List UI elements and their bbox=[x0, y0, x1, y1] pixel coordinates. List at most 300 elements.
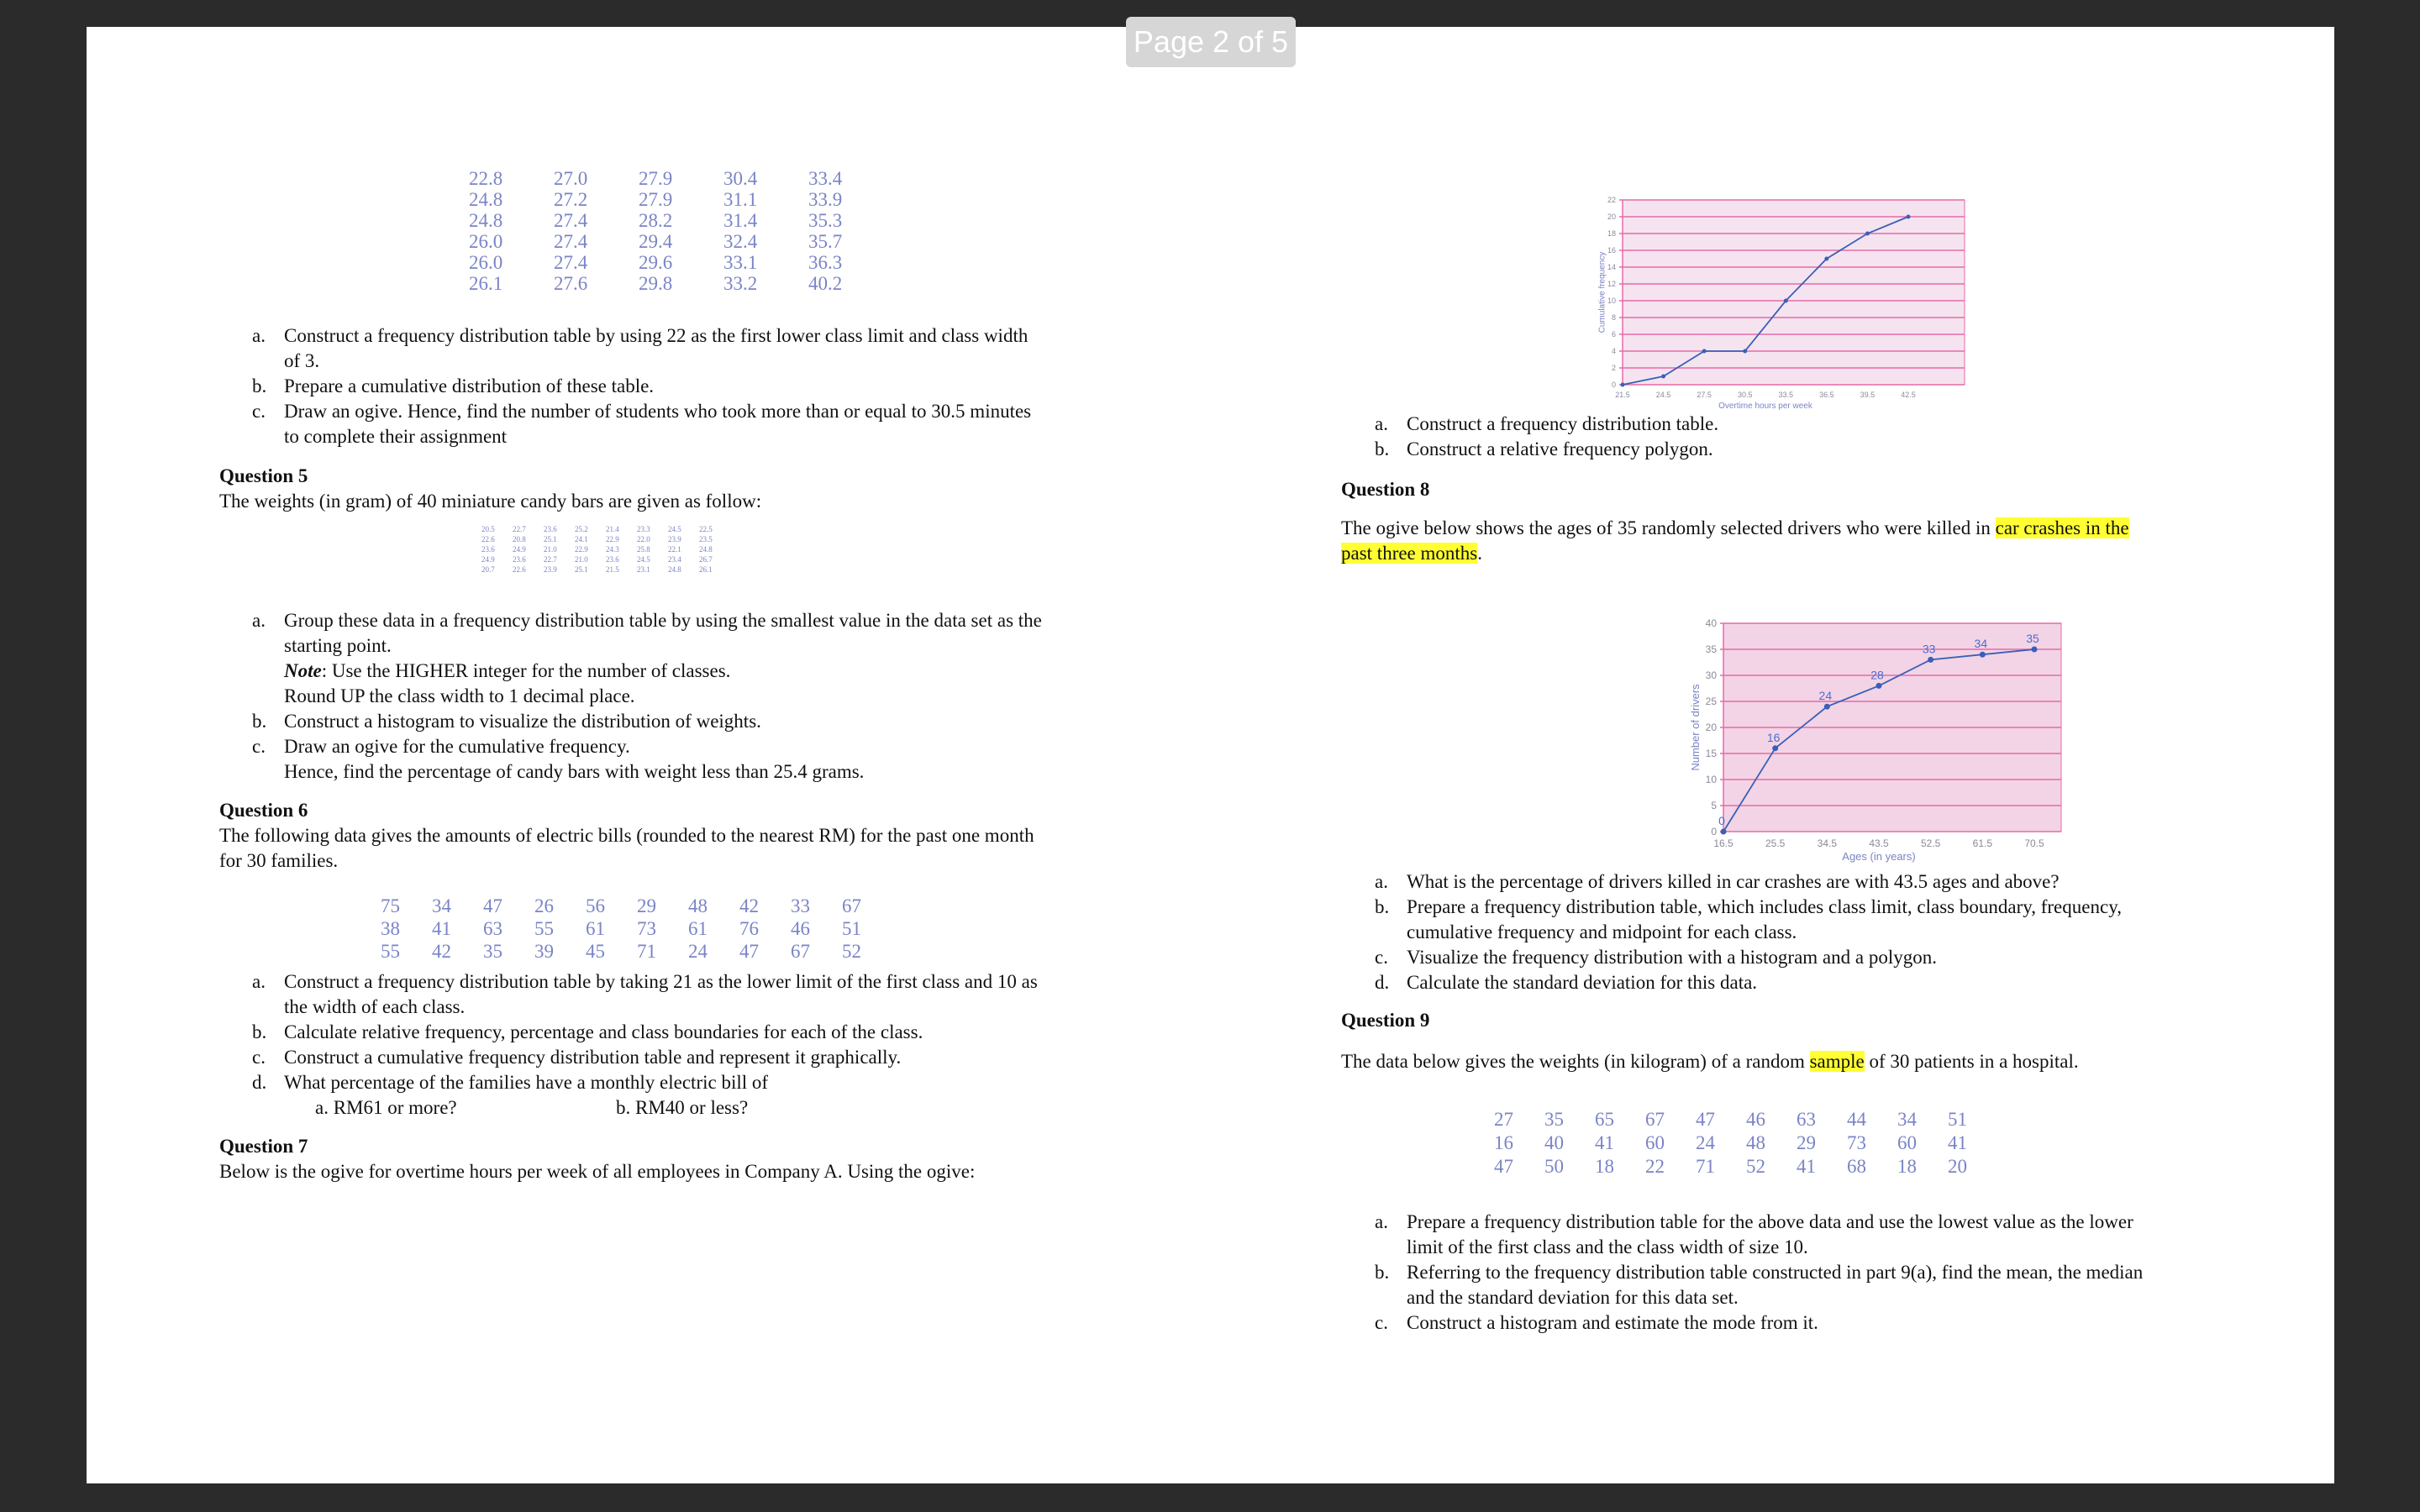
table-cell: 55 bbox=[381, 941, 400, 962]
table-cell: 23.5 bbox=[699, 535, 713, 543]
table-cell: 33.2 bbox=[723, 273, 758, 294]
table-cell: 18 bbox=[1595, 1156, 1614, 1177]
q5-intro: The weights (in gram) of 40 miniature candy bars are given as follow: bbox=[219, 491, 762, 512]
q5-task-list bbox=[252, 608, 1176, 785]
table-cell: 27.4 bbox=[554, 210, 588, 231]
table-cell: 24.8 bbox=[668, 565, 681, 574]
list-item-label: b. bbox=[252, 1021, 267, 1042]
q9-data-table bbox=[1494, 1108, 1998, 1179]
data-point bbox=[1721, 829, 1727, 835]
table-cell: 55 bbox=[534, 918, 554, 939]
table-cell: 27.9 bbox=[639, 189, 673, 210]
table-cell: 25.8 bbox=[637, 545, 650, 554]
table-cell: 26.1 bbox=[469, 273, 503, 294]
table-cell: 21.5 bbox=[606, 565, 619, 574]
table-cell: 22.8 bbox=[469, 168, 503, 189]
table-cell: 32.4 bbox=[723, 231, 758, 252]
table-row bbox=[381, 895, 893, 917]
table-cell: 30.4 bbox=[723, 168, 758, 189]
data-point bbox=[1980, 652, 1986, 658]
table-cell: 22.6 bbox=[481, 535, 495, 543]
list-item-label: c. bbox=[252, 1047, 266, 1068]
table-cell: 22.0 bbox=[637, 535, 650, 543]
table-cell: 29.4 bbox=[639, 231, 673, 252]
y-tick-label: 25 bbox=[1705, 696, 1717, 708]
list-item-text: Construct a relative frequency polygon. bbox=[1407, 438, 1713, 459]
table-row bbox=[469, 189, 893, 210]
list-item-label: d. bbox=[252, 1072, 267, 1093]
x-tick-label: 33.5 bbox=[1778, 391, 1794, 399]
x-tick-label: 70.5 bbox=[2024, 837, 2044, 849]
table-cell: 61 bbox=[688, 918, 708, 939]
list-item-label: a. bbox=[1375, 1211, 1388, 1232]
table-row bbox=[469, 168, 893, 189]
q6-data-table bbox=[381, 895, 893, 963]
table-cell: 24.8 bbox=[469, 189, 503, 210]
y-tick-label: 8 bbox=[1611, 313, 1616, 323]
table-cell: 71 bbox=[1696, 1156, 1715, 1177]
y-tick-label: 35 bbox=[1705, 643, 1717, 656]
table-cell: 38 bbox=[381, 918, 400, 939]
table-cell: 63 bbox=[1797, 1109, 1816, 1130]
table-cell: 35.7 bbox=[808, 231, 843, 252]
list-item-text: What is the percentage of drivers killed in car crashes are with 43.5 ages and above? bbox=[1407, 871, 2060, 892]
note-label: Note bbox=[284, 660, 322, 681]
data-point bbox=[1661, 375, 1665, 379]
q6-task-list bbox=[252, 969, 1176, 1095]
list-item bbox=[252, 399, 1168, 449]
table-cell: 22 bbox=[1645, 1156, 1665, 1177]
y-tick-label: 4 bbox=[1611, 347, 1616, 356]
y-tick-label: 22 bbox=[1607, 196, 1616, 205]
list-item-label: a. bbox=[1375, 871, 1388, 892]
table-cell: 31.4 bbox=[723, 210, 758, 231]
q9-intro-end: of 30 patients in a hospital. bbox=[1864, 1051, 2079, 1072]
table-cell: 23.4 bbox=[668, 555, 681, 564]
table-cell: 24.5 bbox=[637, 555, 650, 564]
data-point bbox=[1907, 215, 1911, 219]
table-cell: 21.0 bbox=[544, 545, 557, 554]
table-cell: 47 bbox=[739, 941, 759, 962]
table-cell: 27.4 bbox=[554, 252, 588, 273]
table-cell: 21.0 bbox=[575, 555, 588, 564]
y-tick-label: 40 bbox=[1705, 617, 1717, 630]
table-cell: 71 bbox=[637, 941, 656, 962]
x-tick-label: 61.5 bbox=[1972, 837, 1993, 849]
x-tick-label: 16.5 bbox=[1713, 837, 1733, 849]
list-item bbox=[252, 1045, 1176, 1070]
q9-intro bbox=[1341, 1049, 2079, 1074]
table-cell: 50 bbox=[1544, 1156, 1564, 1177]
table-cell: 29.6 bbox=[639, 252, 673, 273]
data-label: 0 bbox=[1718, 814, 1725, 827]
y-tick-label: 30 bbox=[1705, 669, 1717, 682]
table-cell: 40 bbox=[1544, 1132, 1564, 1153]
table-cell: 48 bbox=[688, 895, 708, 916]
table-cell: 48 bbox=[1746, 1132, 1765, 1153]
table-row bbox=[481, 524, 730, 534]
table-cell: 46 bbox=[791, 918, 810, 939]
table-cell: 36.3 bbox=[808, 252, 843, 273]
list-item bbox=[252, 969, 1176, 1020]
table-cell: 27.2 bbox=[554, 189, 588, 210]
table-row bbox=[381, 940, 893, 963]
table-cell: 22.5 bbox=[699, 525, 713, 533]
x-tick-label: 25.5 bbox=[1765, 837, 1786, 849]
table-cell: 33.4 bbox=[808, 168, 843, 189]
y-tick-label: 10 bbox=[1607, 297, 1616, 306]
table-row bbox=[481, 554, 730, 564]
table-cell: 33.1 bbox=[723, 252, 758, 273]
list-item-text: Construct a histogram to visualize the distribution of weights. bbox=[284, 711, 761, 732]
data-label: 16 bbox=[1766, 730, 1781, 744]
data-label: 34 bbox=[1974, 637, 1988, 651]
table-cell: 24.1 bbox=[575, 535, 588, 543]
table-cell: 34 bbox=[432, 895, 451, 916]
table-cell: 23.6 bbox=[513, 555, 526, 564]
note-line bbox=[284, 659, 1176, 684]
list-item-label: a. bbox=[252, 610, 266, 631]
table-cell: 24.3 bbox=[606, 545, 619, 554]
table-cell: 22.6 bbox=[513, 565, 526, 574]
data-point bbox=[1621, 383, 1625, 387]
table-cell: 75 bbox=[381, 895, 400, 916]
table-row bbox=[481, 544, 730, 554]
q6-sub-a: a. RM61 or more? bbox=[315, 1097, 457, 1118]
table-cell: 24.9 bbox=[481, 555, 495, 564]
list-item bbox=[1375, 945, 2299, 970]
table-cell: 52 bbox=[1746, 1156, 1765, 1177]
list-item bbox=[252, 1070, 1176, 1095]
q6-sub-b: b. RM40 or less? bbox=[616, 1097, 749, 1118]
page-indicator: Page 2 of 5 bbox=[1126, 17, 1296, 67]
table-cell: 41 bbox=[1797, 1156, 1816, 1177]
table-cell: 16 bbox=[1494, 1132, 1513, 1153]
q8-intro-text: The ogive below shows the ages of 35 randomly selected drivers who were killed in bbox=[1341, 517, 1996, 538]
x-tick-label: 24.5 bbox=[1655, 391, 1671, 399]
table-row bbox=[469, 231, 893, 252]
data-point bbox=[1824, 704, 1830, 710]
y-tick-label: 2 bbox=[1611, 364, 1616, 373]
table-cell: 35 bbox=[483, 941, 502, 962]
table-cell: 34 bbox=[1897, 1109, 1917, 1130]
list-item-label: b. bbox=[252, 711, 267, 732]
y-tick-label: 0 bbox=[1711, 826, 1717, 838]
table-cell: 25.2 bbox=[575, 525, 588, 533]
q4-task-list bbox=[252, 323, 1168, 449]
table-cell: 22.1 bbox=[668, 545, 681, 554]
list-item bbox=[1375, 1310, 2299, 1336]
table-cell: 47 bbox=[483, 895, 502, 916]
table-cell: 20 bbox=[1948, 1156, 1967, 1177]
driver-ages-ogive-chart bbox=[1549, 588, 2086, 874]
list-item-label: a. bbox=[252, 325, 266, 346]
list-item bbox=[252, 1020, 1176, 1045]
list-item-label: b. bbox=[252, 375, 267, 396]
y-tick-label: 18 bbox=[1607, 229, 1616, 239]
y-tick-label: 10 bbox=[1705, 774, 1717, 786]
data-label: 24 bbox=[1818, 689, 1833, 703]
y-tick-label: 16 bbox=[1607, 246, 1616, 255]
list-item-label: b. bbox=[1375, 896, 1390, 917]
table-cell: 24 bbox=[688, 941, 708, 962]
document-page bbox=[87, 27, 2334, 1483]
x-tick-label: 42.5 bbox=[1901, 391, 1916, 399]
data-point bbox=[1928, 657, 1933, 663]
table-row bbox=[469, 273, 893, 294]
y-tick-label: 6 bbox=[1611, 330, 1616, 339]
table-cell: 22.7 bbox=[544, 555, 557, 564]
list-item-label: a. bbox=[1375, 413, 1388, 434]
q9-highlight: sample bbox=[1809, 1051, 1865, 1072]
list-item-text: Draw an ogive. Hence, find the number of students who took more than or equal to 30.5 minutes to complete their assignment bbox=[284, 401, 1032, 447]
table-cell: 51 bbox=[1948, 1109, 1967, 1130]
list-item-label: a. bbox=[252, 971, 266, 992]
table-row bbox=[469, 252, 893, 273]
table-cell: 47 bbox=[1696, 1109, 1715, 1130]
list-item-text: Referring to the frequency distribution table constructed in part 9(a), find the mean, the median and the standard deviation for this data set. bbox=[1407, 1262, 2144, 1308]
table-cell: 22.7 bbox=[513, 525, 526, 533]
table-cell: 23.6 bbox=[481, 545, 495, 554]
x-tick-label: 34.5 bbox=[1817, 837, 1838, 849]
q6-title: Question 6 bbox=[219, 800, 308, 821]
table-cell: 63 bbox=[483, 918, 502, 939]
table-cell: 46 bbox=[1746, 1109, 1765, 1130]
x-tick-label: 27.5 bbox=[1697, 391, 1712, 399]
table-cell: 27.4 bbox=[554, 231, 588, 252]
q8-highlight-1: car crashes in the bbox=[1995, 517, 2129, 538]
x-tick-label: 39.5 bbox=[1860, 391, 1876, 399]
table-row bbox=[381, 917, 893, 940]
table-cell: 73 bbox=[637, 918, 656, 939]
x-tick-label: 30.5 bbox=[1737, 391, 1753, 399]
table-cell: 42 bbox=[432, 941, 451, 962]
list-item-text: Construct a frequency distribution table by taking 21 as the lower limit of the first class and 10 as the width of each class. bbox=[284, 971, 1038, 1017]
table-cell: 31.1 bbox=[723, 189, 758, 210]
table-cell: 67 bbox=[1645, 1109, 1665, 1130]
list-item-text: Construct a cumulative frequency distribution table and represent it graphically. bbox=[284, 1047, 902, 1068]
list-item-text: Construct a frequency distribution table. bbox=[1407, 413, 1719, 434]
q4-data-table bbox=[469, 168, 893, 294]
table-row bbox=[481, 564, 730, 575]
table-row bbox=[469, 210, 893, 231]
q8-intro bbox=[1341, 516, 2257, 566]
list-item bbox=[1375, 869, 2299, 895]
table-cell: 24 bbox=[1696, 1132, 1715, 1153]
table-cell: 35.3 bbox=[808, 210, 843, 231]
list-item-text: Group these data in a frequency distribution table by using the smallest value in the data set as the starting point. bbox=[284, 610, 1042, 656]
q6-intro: The following data gives the amounts of electric bills (rounded to the nearest RM) for the past one month for 30 families. bbox=[219, 825, 1034, 871]
table-cell: 25.1 bbox=[575, 565, 588, 574]
q7-title: Question 7 bbox=[219, 1136, 308, 1157]
table-cell: 41 bbox=[1948, 1132, 1967, 1153]
y-tick-label: 15 bbox=[1705, 748, 1717, 760]
y-tick-label: 5 bbox=[1711, 800, 1717, 812]
data-point bbox=[1865, 232, 1870, 236]
list-item-text: Visualize the frequency distribution with a histogram and a polygon. bbox=[1407, 947, 1937, 968]
table-cell: 23.6 bbox=[544, 525, 557, 533]
data-point bbox=[1824, 257, 1828, 261]
list-item-label: c. bbox=[1375, 947, 1388, 968]
data-point bbox=[1743, 349, 1747, 354]
q8-highlight-2: past three months bbox=[1341, 543, 1478, 564]
table-cell: 39 bbox=[534, 941, 554, 962]
list-item-label: d. bbox=[1375, 972, 1390, 993]
q9-title: Question 9 bbox=[1341, 1010, 1430, 1031]
table-cell: 23.3 bbox=[637, 525, 650, 533]
q9-task-list bbox=[1375, 1210, 2299, 1336]
list-item-text: What percentage of the families have a monthly electric bill of bbox=[284, 1072, 769, 1093]
table-cell: 20.8 bbox=[513, 535, 526, 543]
table-cell: 51 bbox=[842, 918, 861, 939]
table-cell: 60 bbox=[1645, 1132, 1665, 1153]
table-cell: 24.9 bbox=[513, 545, 526, 554]
table-row bbox=[481, 534, 730, 544]
table-cell: 41 bbox=[1595, 1132, 1614, 1153]
x-axis-label: Overtime hours per week bbox=[1718, 402, 1812, 411]
list-item bbox=[1375, 895, 2299, 945]
table-cell: 26.0 bbox=[469, 252, 503, 273]
list-item bbox=[252, 374, 1168, 399]
table-cell: 35 bbox=[1544, 1109, 1564, 1130]
table-cell: 20.7 bbox=[481, 565, 495, 574]
x-tick-label: 36.5 bbox=[1819, 391, 1834, 399]
list-item-text: Calculate the standard deviation for this data. bbox=[1407, 972, 1758, 993]
table-cell: 44 bbox=[1847, 1109, 1866, 1130]
table-cell: 33 bbox=[791, 895, 810, 916]
table-row bbox=[1494, 1131, 1998, 1155]
table-cell: 24.8 bbox=[469, 210, 503, 231]
y-tick-label: 20 bbox=[1607, 213, 1616, 222]
table-cell: 23.9 bbox=[544, 565, 557, 574]
list-item-label: c. bbox=[252, 736, 266, 757]
q8-title: Question 8 bbox=[1341, 479, 1430, 500]
q7-task-list bbox=[1375, 412, 2299, 462]
list-item-text: Construct a histogram and estimate the mode from it. bbox=[1407, 1312, 1818, 1333]
table-cell: 26 bbox=[534, 895, 554, 916]
list-item-text: Prepare a frequency distribution table for the above data and use the lowest value as the lower limit of the first class and the class width of size 10. bbox=[1407, 1211, 2133, 1257]
y-tick-label: 20 bbox=[1705, 722, 1717, 734]
table-cell: 33.9 bbox=[808, 189, 843, 210]
table-cell: 29 bbox=[637, 895, 656, 916]
list-item-text: Prepare a frequency distribution table, which includes class limit, class boundary, frequency, cumulative frequency and midpoint for each class. bbox=[1407, 896, 2122, 942]
list-item-text: Construct a frequency distribution table by using 22 as the first lower class limit and class width of 3. bbox=[284, 325, 1028, 371]
list-item-label: c. bbox=[252, 401, 266, 422]
table-cell: 23.9 bbox=[668, 535, 681, 543]
q7-intro: Below is the ogive for overtime hours per week of all employees in Company A. Using the ogive: bbox=[219, 1161, 976, 1182]
list-item bbox=[252, 709, 1176, 734]
list-item bbox=[1375, 1260, 2299, 1310]
list-item-label: c. bbox=[1375, 1312, 1388, 1333]
list-item-extra: Round UP the class width to 1 decimal place. bbox=[284, 685, 635, 706]
table-cell: 25.1 bbox=[544, 535, 557, 543]
x-tick-label: 52.5 bbox=[1920, 837, 1941, 849]
list-item-text: Calculate relative frequency, percentage and class boundaries for each of the class. bbox=[284, 1021, 923, 1042]
overtime-ogive-chart bbox=[1565, 160, 2053, 420]
q8-task-list bbox=[1375, 869, 2299, 995]
y-axis-label: Cumulative frequency bbox=[1597, 251, 1607, 333]
table-cell: 26.0 bbox=[469, 231, 503, 252]
list-item-label: b. bbox=[1375, 438, 1390, 459]
table-cell: 22.9 bbox=[606, 535, 619, 543]
table-cell: 29 bbox=[1797, 1132, 1816, 1153]
list-item-text: Prepare a cumulative distribution of these table. bbox=[284, 375, 655, 396]
q8-intro-end: . bbox=[1477, 543, 1482, 564]
list-item-text: Draw an ogive for the cumulative frequency. Hence, find the percentage of candy bars with weight less than 25.4 grams. bbox=[284, 736, 865, 782]
table-cell: 68 bbox=[1847, 1156, 1866, 1177]
table-cell: 24.5 bbox=[668, 525, 681, 533]
table-cell: 65 bbox=[1595, 1109, 1614, 1130]
table-cell: 26.7 bbox=[699, 555, 713, 564]
x-tick-label: 21.5 bbox=[1615, 391, 1630, 399]
list-item bbox=[252, 734, 1176, 785]
q5-data-table bbox=[481, 524, 730, 575]
q9-intro-text: The data below gives the weights (in kilogram) of a random bbox=[1341, 1051, 1810, 1072]
table-cell: 47 bbox=[1494, 1156, 1513, 1177]
table-row bbox=[1494, 1155, 1998, 1179]
table-cell: 56 bbox=[586, 895, 605, 916]
table-row bbox=[1494, 1108, 1998, 1131]
table-cell: 41 bbox=[432, 918, 451, 939]
data-point bbox=[1702, 349, 1707, 354]
table-cell: 27 bbox=[1494, 1109, 1513, 1130]
table-cell: 61 bbox=[586, 918, 605, 939]
data-label: 33 bbox=[1922, 642, 1936, 656]
data-point bbox=[1772, 745, 1778, 751]
table-cell: 22.9 bbox=[575, 545, 588, 554]
x-tick-label: 43.5 bbox=[1869, 837, 1889, 849]
table-cell: 28.2 bbox=[639, 210, 673, 231]
table-cell: 23.1 bbox=[637, 565, 650, 574]
table-cell: 27.9 bbox=[639, 168, 673, 189]
x-axis-label: Ages (in years) bbox=[1842, 850, 1916, 863]
table-cell: 18 bbox=[1897, 1156, 1917, 1177]
data-point bbox=[1876, 683, 1882, 689]
table-cell: 40.2 bbox=[808, 273, 843, 294]
table-cell: 67 bbox=[842, 895, 861, 916]
table-cell: 29.8 bbox=[639, 273, 673, 294]
note-text: : Use the HIGHER integer for the number of classes. bbox=[321, 660, 731, 681]
data-label: 28 bbox=[1870, 668, 1884, 682]
table-cell: 67 bbox=[791, 941, 810, 962]
list-item bbox=[252, 608, 1176, 709]
data-label: 35 bbox=[2026, 632, 2039, 645]
list-item bbox=[1375, 1210, 2299, 1260]
table-cell: 45 bbox=[586, 941, 605, 962]
data-point bbox=[1784, 299, 1788, 303]
table-cell: 23.6 bbox=[606, 555, 619, 564]
table-cell: 73 bbox=[1847, 1132, 1866, 1153]
q5-title: Question 5 bbox=[219, 465, 308, 486]
y-tick-label: 14 bbox=[1607, 263, 1616, 272]
list-item bbox=[1375, 970, 2299, 995]
y-tick-label: 0 bbox=[1611, 381, 1616, 390]
list-item bbox=[1375, 412, 2299, 437]
table-cell: 76 bbox=[739, 918, 759, 939]
table-cell: 20.5 bbox=[481, 525, 495, 533]
list-item bbox=[1375, 437, 2299, 462]
table-cell: 42 bbox=[739, 895, 759, 916]
table-cell: 27.0 bbox=[554, 168, 588, 189]
y-tick-label: 12 bbox=[1607, 280, 1616, 289]
table-cell: 52 bbox=[842, 941, 861, 962]
table-cell: 27.6 bbox=[554, 273, 588, 294]
table-cell: 21.4 bbox=[606, 525, 619, 533]
table-cell: 24.8 bbox=[699, 545, 713, 554]
y-axis-label: Number of drivers bbox=[1689, 684, 1702, 771]
data-point bbox=[2032, 647, 2038, 653]
table-cell: 26.1 bbox=[699, 565, 713, 574]
